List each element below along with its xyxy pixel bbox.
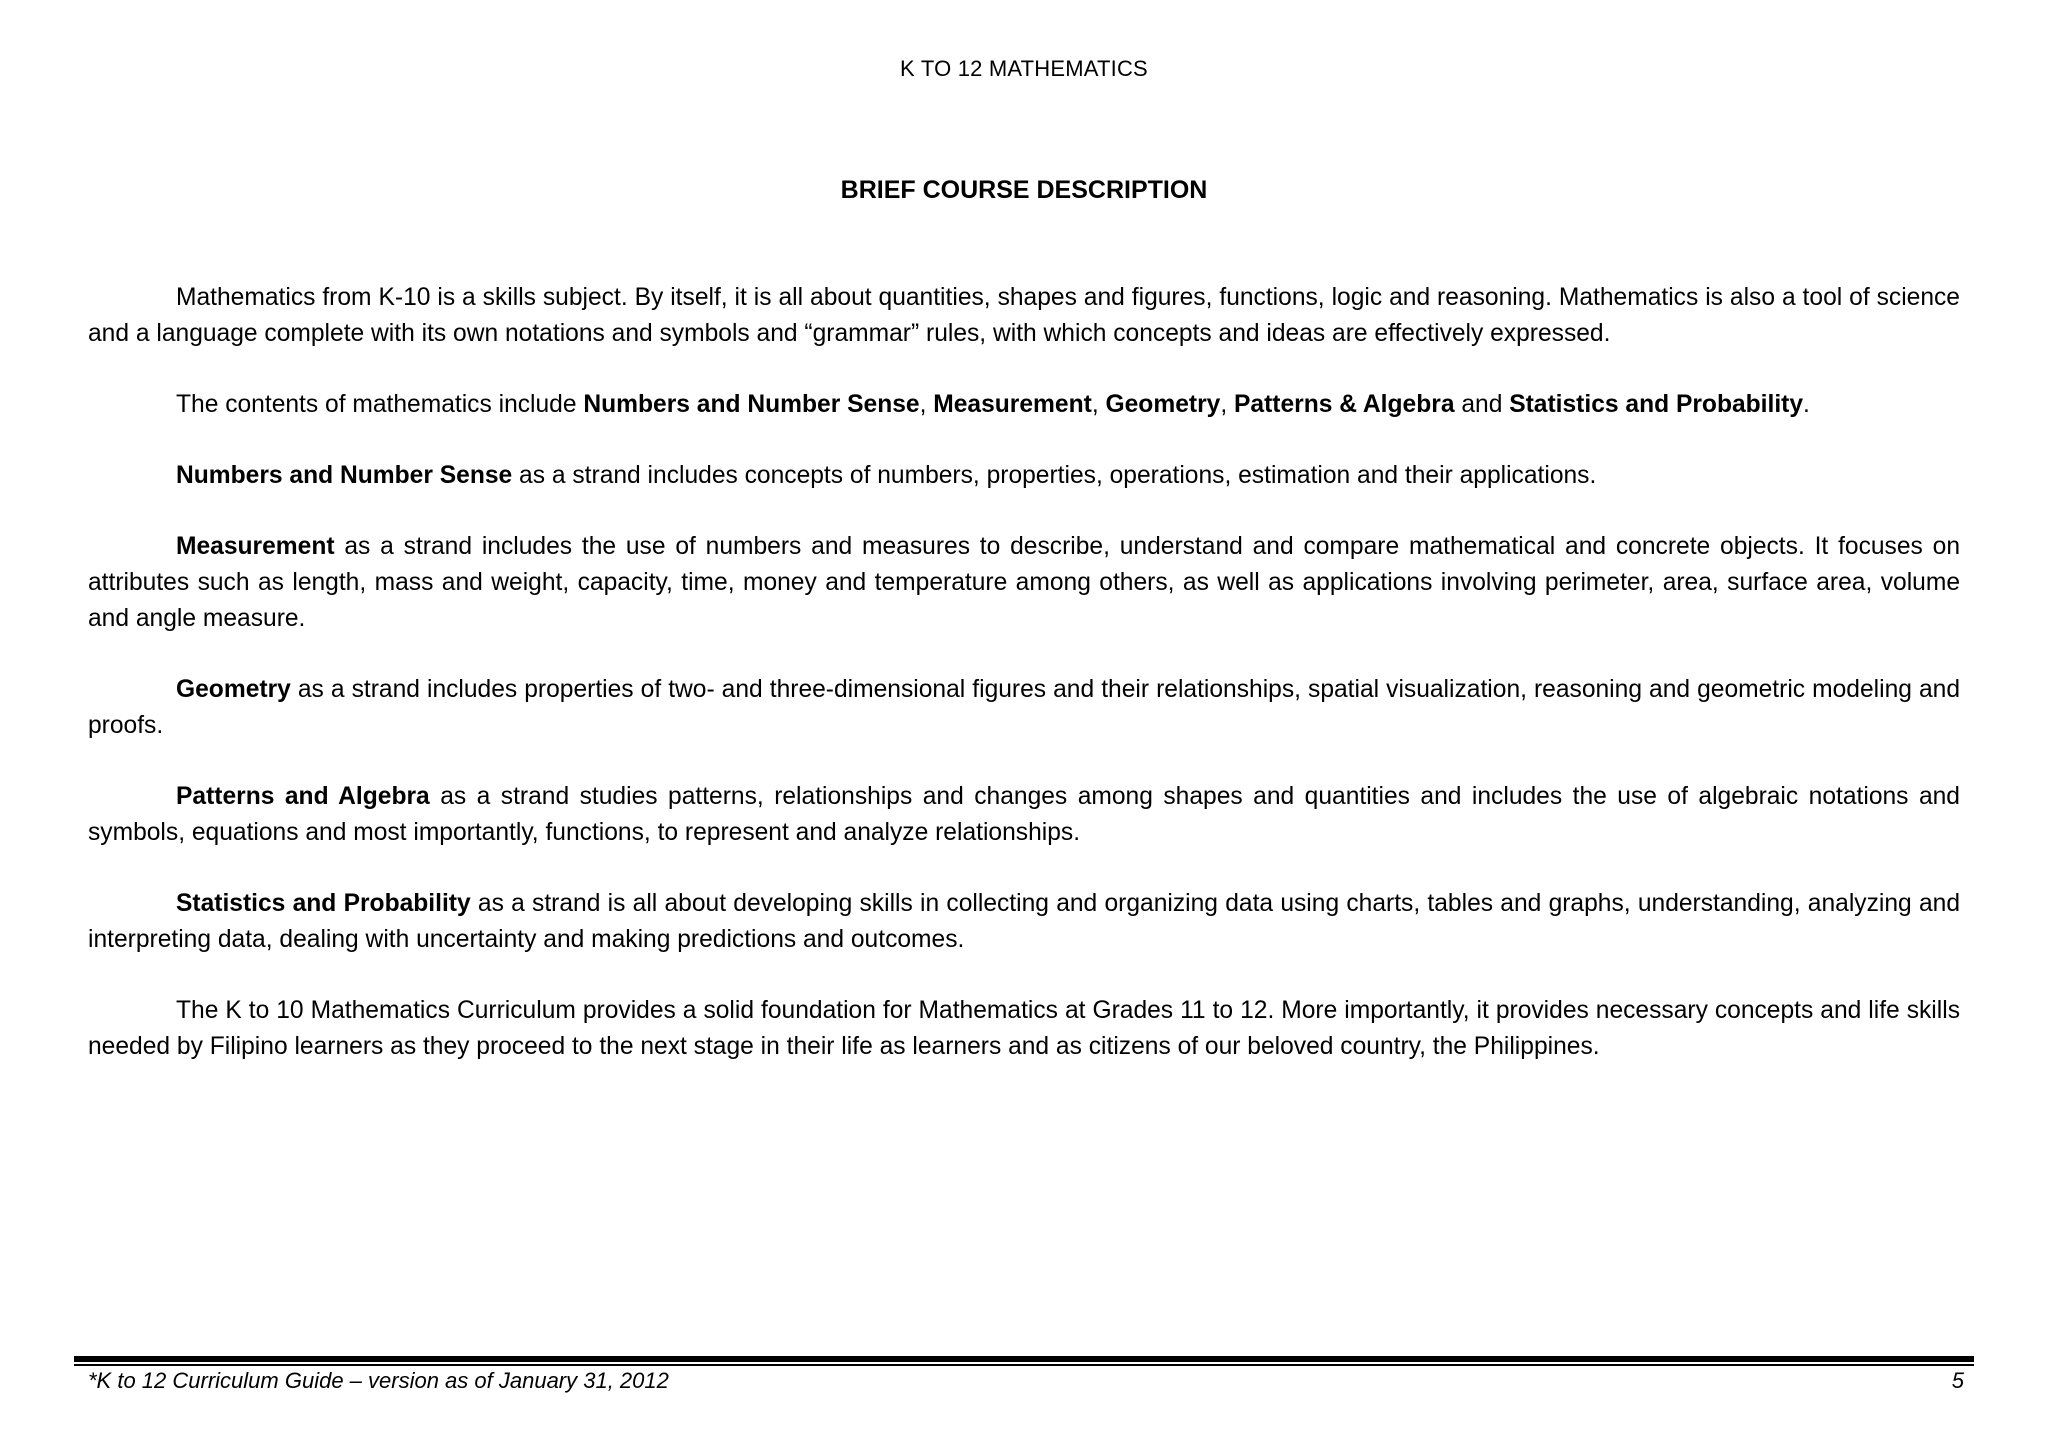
measurement-term: Measurement (176, 533, 335, 560)
page-title: BRIEF COURSE DESCRIPTION (840, 176, 1208, 204)
strand-numbers-term: Numbers and Number Sense (583, 391, 920, 418)
footer-divider-thin (74, 1364, 1974, 1366)
strand-statistics-term: Statistics and Probability (1509, 391, 1804, 418)
footer-divider-thick (74, 1356, 1974, 1362)
strand-geometry-term: Geometry (1105, 391, 1221, 418)
separator: , (1220, 391, 1234, 418)
page-number: 5 (1951, 1368, 1964, 1393)
geometry-description: as a strand includes properties of two- and three-dimensional figures and their relationships, spatial visualization, reasoning and geometric modeling and proofs. (88, 676, 1960, 739)
separator: , (1091, 391, 1106, 418)
numbers-paragraph (88, 458, 1960, 494)
patterns-paragraph (88, 779, 1960, 851)
numbers-description: as a strand includes concepts of numbers, properties, operations, estimation and their applications. (512, 462, 1597, 489)
measurement-paragraph (88, 529, 1960, 637)
geometry-paragraph (88, 672, 1960, 744)
statistics-term: Statistics and Probability (176, 890, 471, 917)
separator: , (919, 391, 934, 418)
sentence-end: . (1803, 391, 1810, 418)
strand-patterns-term: Patterns & Algebra (1234, 391, 1455, 418)
patterns-term: Patterns and Algebra (176, 783, 430, 810)
intro-paragraph: Mathematics from K-10 is a skills subject. By itself, it is all about quantities, shapes and figures, functions, logic and reasoning. Mathematics is also a tool of science and a language complete with its own notations and symbols and “grammar” rules, with which concepts and ideas are effectively expressed. (88, 284, 1960, 347)
statistics-paragraph (88, 886, 1960, 958)
footer-note: *K to 12 Curriculum Guide – version as of January 31, 2012 (88, 1368, 669, 1393)
measurement-description: as a strand includes the use of numbers and measures to describe, understand and compare mathematical and concrete objects. It focuses on attributes such as length, mass and weight, capacity, time, money and temperature among others, as well as applications involving perimeter, area, surface area, volume and angle measure. (88, 533, 1960, 632)
contents-paragraph (88, 387, 1960, 423)
numbers-term: Numbers and Number Sense (176, 462, 513, 489)
geometry-term: Geometry (176, 676, 291, 703)
strand-measurement-term: Measurement (933, 391, 1092, 418)
closing-paragraph: The K to 10 Mathematics Curriculum provides a solid foundation for Mathematics at Grades 11 to 12. More importantly, it provides necessary concepts and life skills needed by Filipino learners as they proceed to the next stage in their life as learners and as citizens of our beloved country, the Philippines. (88, 997, 1960, 1060)
contents-lead-text: The contents of mathematics include (176, 391, 584, 418)
running-header: K TO 12 MATHEMATICS (900, 56, 1148, 81)
separator: and (1454, 391, 1510, 418)
patterns-description: as a strand studies patterns, relationships and changes among shapes and quantities and includes the use of algebraic notations and symbols, equations and most importantly, functions, to represent and analyze relationships. (88, 783, 1960, 846)
statistics-description: as a strand is all about developing skills in collecting and organizing data using charts, tables and graphs, understanding, analyzing and interpreting data, dealing with uncertainty and making predictions and outcomes. (88, 890, 1960, 953)
course-description-body (88, 280, 1960, 1100)
